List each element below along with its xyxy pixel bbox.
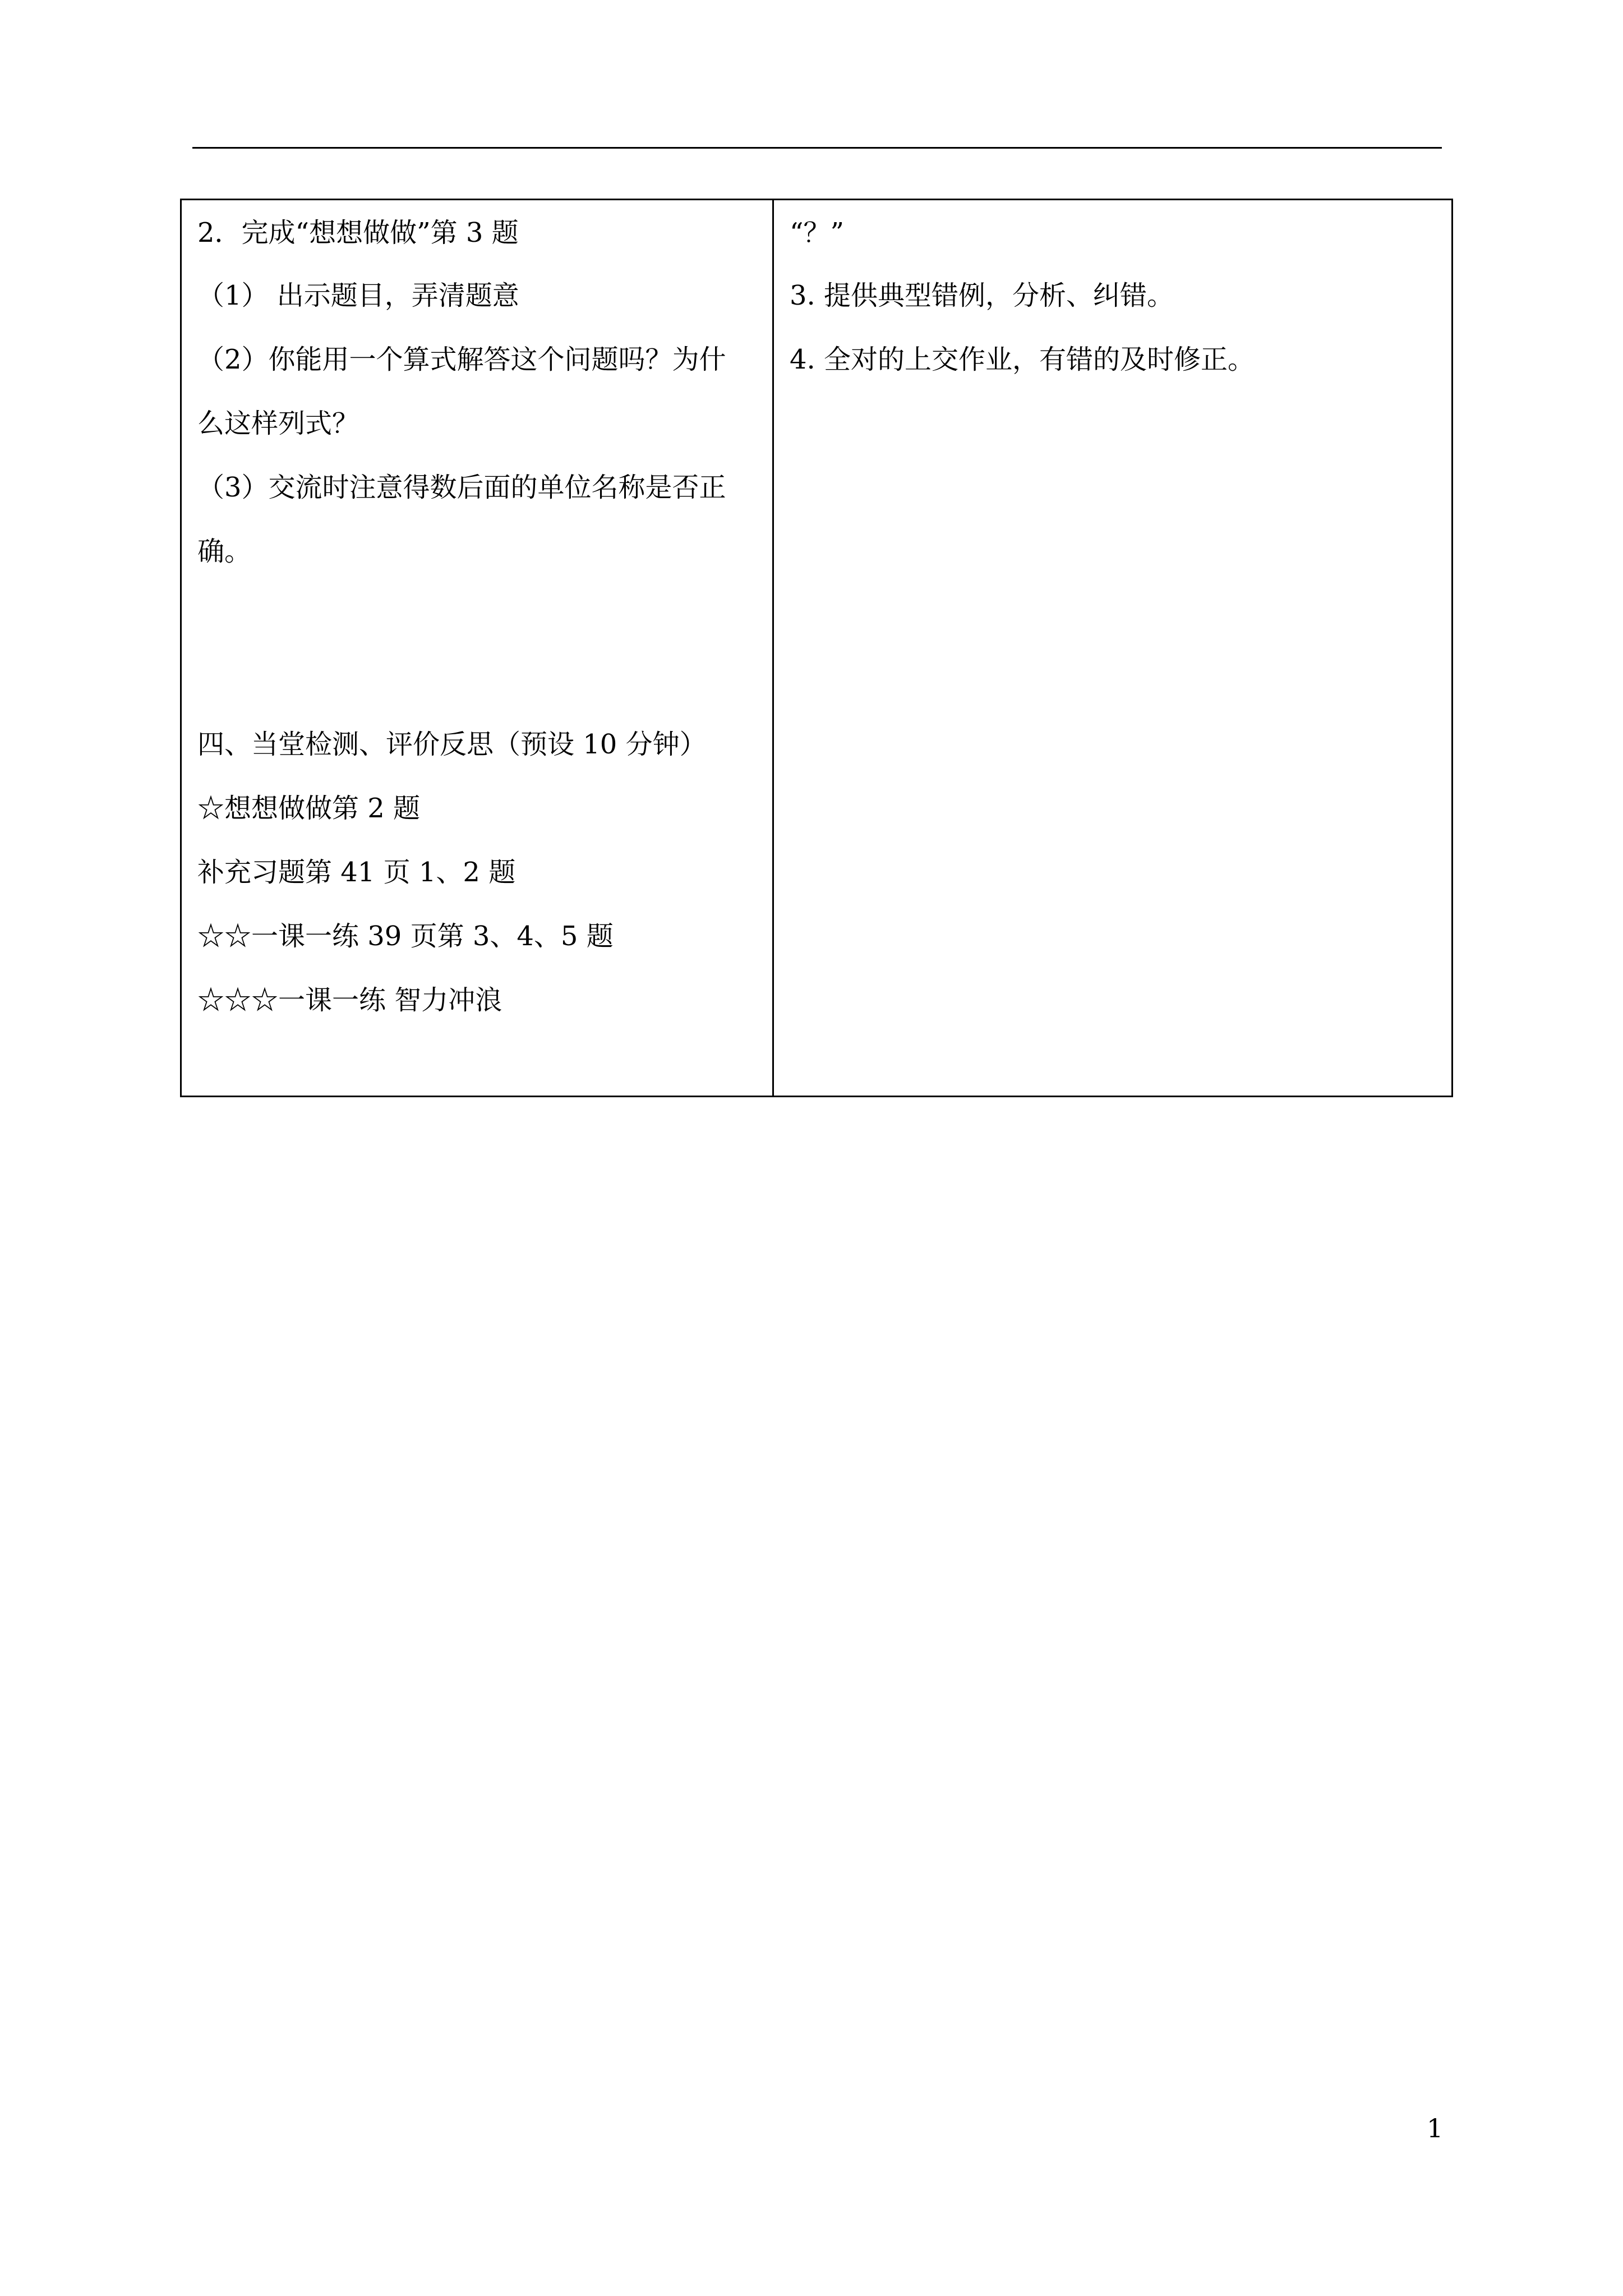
right-cell — [774, 200, 1451, 1096]
header-rule — [192, 147, 1442, 149]
page-number: 1 — [1427, 2113, 1444, 2143]
left-line-9: 补充习题第 41 页 1、2 题 — [197, 857, 516, 888]
left-line-6: 确。 — [197, 536, 252, 567]
left-line-2: （1） 出示题目，弄清题意 — [197, 280, 519, 311]
left-line-7: 四、当堂检测、评价反思（预设 10 分钟） — [197, 729, 707, 760]
right-line-1: “？” — [790, 217, 845, 249]
right-line-2: 3. 提供典型错例，分析、纠错。 — [790, 280, 1174, 311]
left-line-5: （3）交流时注意得数后面的单位名称是否正 — [197, 472, 726, 503]
left-line-11: ☆☆☆一课一练 智力冲浪 — [197, 984, 502, 1016]
left-cell — [182, 200, 774, 1096]
left-line-4: 么这样列式？ — [197, 408, 359, 439]
left-line-10: ☆☆一课一练 39 页第 3、4、5 题 — [197, 921, 614, 952]
right-line-3: 4. 全对的上交作业，有错的及时修正。 — [790, 344, 1255, 375]
left-line-8: ☆想想做做第 2 题 — [197, 793, 421, 824]
left-line-3: （2）你能用一个算式解答这个问题吗？为什 — [197, 344, 726, 375]
left-line-1: 2．完成“想想做做”第 3 题 — [197, 217, 519, 249]
lesson-table — [180, 199, 1453, 1097]
